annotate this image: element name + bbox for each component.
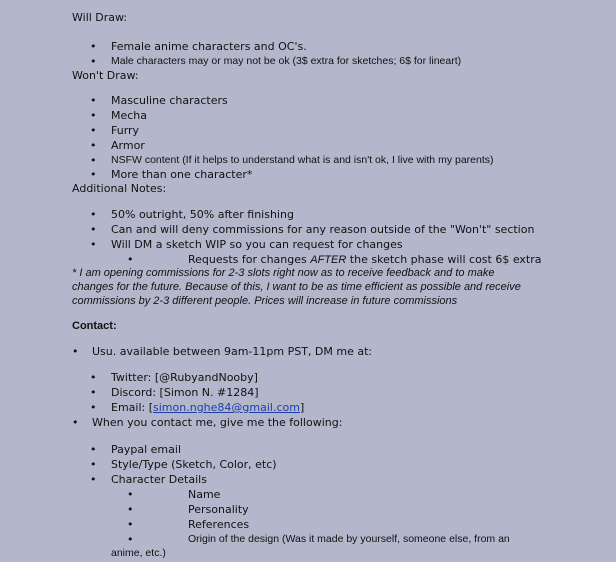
character-detail-item: Origin of the design (Was it made by yourself, someone else, from an xyxy=(188,533,510,545)
bullet-icon: • xyxy=(127,488,134,501)
footnote-line: * I am opening commissions for 2-3 slots right now as to receive feedback and to make xyxy=(72,267,495,279)
wont-draw-item: More than one character* xyxy=(111,168,253,181)
character-detail-item: Name xyxy=(188,488,221,501)
note-item: Will DM a sketch WIP so you can request for changes xyxy=(111,238,403,251)
character-detail-continuation: anime, etc.) xyxy=(111,547,166,559)
bullet-icon: • xyxy=(72,416,79,429)
wont-draw-item: NSFW content (If it helps to understand what is and isn't ok, I live with my parents) xyxy=(111,154,494,166)
note-item: Can and will deny commissions for any reason outside of the "Won't" section xyxy=(111,223,535,236)
will-draw-item: Male characters may or may not be ok (3$ extra for sketches; 6$ for lineart) xyxy=(111,55,462,67)
character-detail-item: Personality xyxy=(188,503,249,516)
contact-give-me: When you contact me, give me the following: xyxy=(92,416,343,429)
wont-draw-heading: Won't Draw: xyxy=(72,69,139,82)
bullet-icon: • xyxy=(90,109,97,122)
bullet-icon: • xyxy=(90,94,97,107)
additional-notes-heading: Additional Notes: xyxy=(72,182,167,195)
wont-draw-item: Armor xyxy=(111,139,145,152)
bullet-icon: • xyxy=(90,124,97,137)
bullet-icon: • xyxy=(90,386,97,399)
email-close: ] xyxy=(299,401,305,414)
bullet-icon: • xyxy=(127,253,134,266)
note-sub-item-emphasis: AFTER xyxy=(310,254,347,266)
contact-email xyxy=(111,400,304,415)
contact-list-item: Character Details xyxy=(111,473,207,486)
note-sub-item-text: the sketch phase will cost 6$ extra xyxy=(346,253,542,266)
bullet-icon: • xyxy=(127,503,134,516)
contact-discord: Discord: [Simon N. #1284] xyxy=(111,386,259,399)
wont-draw-item: Masculine characters xyxy=(111,94,228,107)
bullet-icon: • xyxy=(90,139,97,152)
bullet-icon: • xyxy=(90,371,97,384)
bullet-icon: • xyxy=(90,208,97,221)
wont-draw-item: Furry xyxy=(111,124,140,137)
bullet-icon: • xyxy=(90,238,97,251)
wont-draw-item: Mecha xyxy=(111,109,148,122)
will-draw-item: Female anime characters and OC's. xyxy=(111,40,307,53)
bullet-icon: • xyxy=(90,401,97,414)
note-item: 50% outright, 50% after finishing xyxy=(111,208,294,221)
will-draw-heading: Will Draw: xyxy=(72,11,128,24)
bullet-icon: • xyxy=(127,533,134,546)
note-sub-item-text: Requests for changes xyxy=(188,253,311,266)
email-link[interactable]: simon.nghe84@gmail.com xyxy=(153,401,300,414)
bullet-icon: • xyxy=(127,518,134,531)
email-label: Email: [ xyxy=(111,401,154,414)
contact-availability: Usu. available between 9am-11pm PST, DM me at: xyxy=(92,345,373,358)
footnote-line: commissions by 2-3 different people. Prices will increase in future commissions xyxy=(72,295,458,307)
bullet-icon: • xyxy=(90,40,97,53)
bullet-icon: • xyxy=(90,154,97,167)
bullet-icon: • xyxy=(90,55,97,68)
bullet-icon: • xyxy=(72,345,79,358)
bullet-icon: • xyxy=(90,168,97,181)
character-detail-item: References xyxy=(188,518,250,531)
bullet-icon: • xyxy=(90,458,97,471)
bullet-icon: • xyxy=(90,223,97,236)
footnote-line: changes for the future. Because of this, I want to be as time efficient as possible and receive xyxy=(72,281,521,293)
bullet-icon: • xyxy=(90,473,97,486)
contact-twitter: Twitter: [@RubyandNooby] xyxy=(111,371,258,384)
contact-heading: Contact: xyxy=(72,320,117,332)
contact-list-item: Style/Type (Sketch, Color, etc) xyxy=(111,458,277,471)
contact-list-item: Paypal email xyxy=(111,443,182,456)
bullet-icon: • xyxy=(90,443,97,456)
